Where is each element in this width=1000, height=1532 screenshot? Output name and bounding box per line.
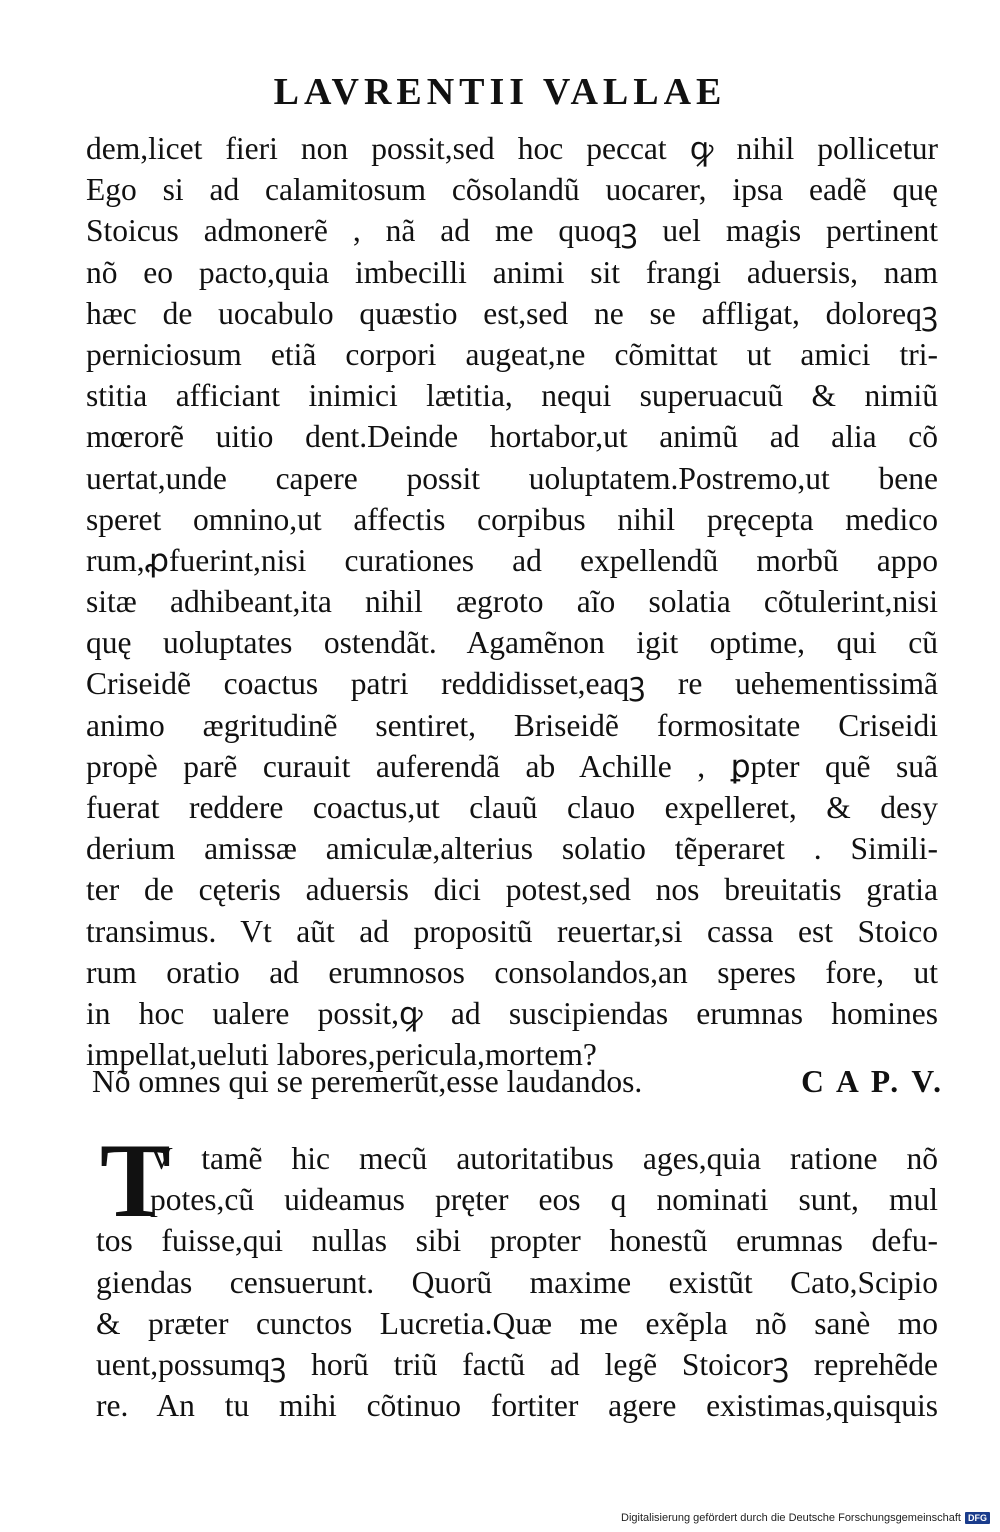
drop-capital: T bbox=[100, 1122, 171, 1239]
text-line: Stoicus admonerẽ , nã ad me quoqꝫ uel magis pertinent bbox=[86, 213, 938, 249]
running-head: LAVRENTII VALLAE bbox=[273, 71, 727, 113]
paragraph-1 bbox=[86, 128, 938, 1075]
text-line: uertat,unde capere possit uoluptatem.Postremo,ut bene bbox=[86, 460, 938, 496]
text-line: rum,ꝓfuerint,nisi curationes ad expellendũ morbũ appo bbox=[86, 542, 938, 578]
chapter-number: C A P. V. bbox=[801, 1064, 944, 1099]
text-line: perniciosum etiã corpori augeat,ne cõmittat ut amici tri- bbox=[86, 336, 938, 372]
text-line: & præter cunctos Lucretia.Quæ me exẽpla nõ sanè mo bbox=[96, 1305, 938, 1341]
text-line: animo ægritudinẽ sentiret, Briseidẽ formositate Criseidi bbox=[86, 707, 938, 743]
text-line: hæc de uocabulo quæstio est,sed ne se affligat, doloreqꝫ bbox=[86, 295, 938, 331]
text-line: transimus. Vt aũt ad propositũ reuertar,si cassa est Stoico bbox=[86, 913, 938, 949]
text-line: fuerat reddere coactus,ut clauũ clauo expelleret, & desy bbox=[86, 790, 938, 825]
text-line: stitia afficiant inimici lætitia, nequi superuacuũ & nimiũ bbox=[86, 378, 938, 414]
text-line: impellat,ueluti labores,pericula,mortem? bbox=[86, 1037, 597, 1073]
text-line: sitæ adhibeant,ita nihil ægroto aĩo solatia cõtulerint,nisi bbox=[86, 584, 938, 620]
text-line: mœrorẽ uitio dent.Deinde hortabor,ut animũ ad alia cõ bbox=[86, 419, 938, 455]
text-line: V tamẽ hic mecũ autoritatibus ages,quia ratione nõ bbox=[150, 1141, 938, 1176]
chapter-heading bbox=[92, 1058, 944, 1106]
text-line: tos fuisse,qui nullas sibi propter honestũ erumnas defu- bbox=[96, 1223, 938, 1259]
text-line: derium amissæ amiculæ,alterius solatio tẽperaret . Simili- bbox=[86, 831, 938, 867]
text-line: re. An tu mihi cõtinuo fortiter agere existimas,quisquis bbox=[96, 1388, 938, 1424]
text-line: dem,licet fieri non possit,sed hoc peccat ꝙ nihil pollicetur bbox=[86, 131, 938, 166]
text-line: potes,cũ uideamus pręter eos q nominati sunt, mul bbox=[150, 1182, 938, 1218]
text-line: quę uoluptates ostendãt. Agamẽnon igit optime, qui cũ bbox=[86, 625, 938, 661]
text-line: Criseidẽ coactus patri reddidisset,eaqꝫ re uehementissimã bbox=[86, 666, 938, 702]
text-line: nõ eo pacto,quia imbecilli animi sit frangi aduersis, nam bbox=[86, 254, 938, 290]
text-line: propè parẽ curauit auferendã ab Achille , ꝑpter quẽ suã bbox=[86, 748, 938, 784]
text-line: ter de cęteris aduersis dici potest,sed nos breuitatis gratia bbox=[86, 872, 938, 908]
digitization-credit bbox=[621, 1512, 990, 1524]
text-line: in hoc ualere possit,ꝙ ad suscipiendas erumnas homines bbox=[86, 995, 938, 1031]
text-line: speret omnino,ut affectis corpibus nihil pręcepta medico bbox=[86, 501, 938, 537]
credit-text: Digitalisierung gefördert durch die Deutsche Forschungsgemeinschaft bbox=[621, 1512, 961, 1524]
dfg-logo-icon: DFG bbox=[965, 1512, 990, 1524]
chapter-title: Nõ omnes qui se peremerũt,esse laudandos. bbox=[92, 1064, 643, 1099]
text-line: rum oratio ad erumnosos consolandos,an speres fore, ut bbox=[86, 954, 938, 990]
paragraph-2 bbox=[96, 1138, 938, 1426]
text-line: Ego si ad calamitosum cõsolandũ uocarer, ipsa eadẽ quę bbox=[86, 172, 938, 208]
text-line: giendas censuerunt. Quorũ maxime existũt Cato,Scipio bbox=[96, 1264, 938, 1300]
text-line: uent,possumqꝫ horũ triũ factũ ad legẽ Stoicorꝫ reprehẽde bbox=[96, 1346, 938, 1382]
